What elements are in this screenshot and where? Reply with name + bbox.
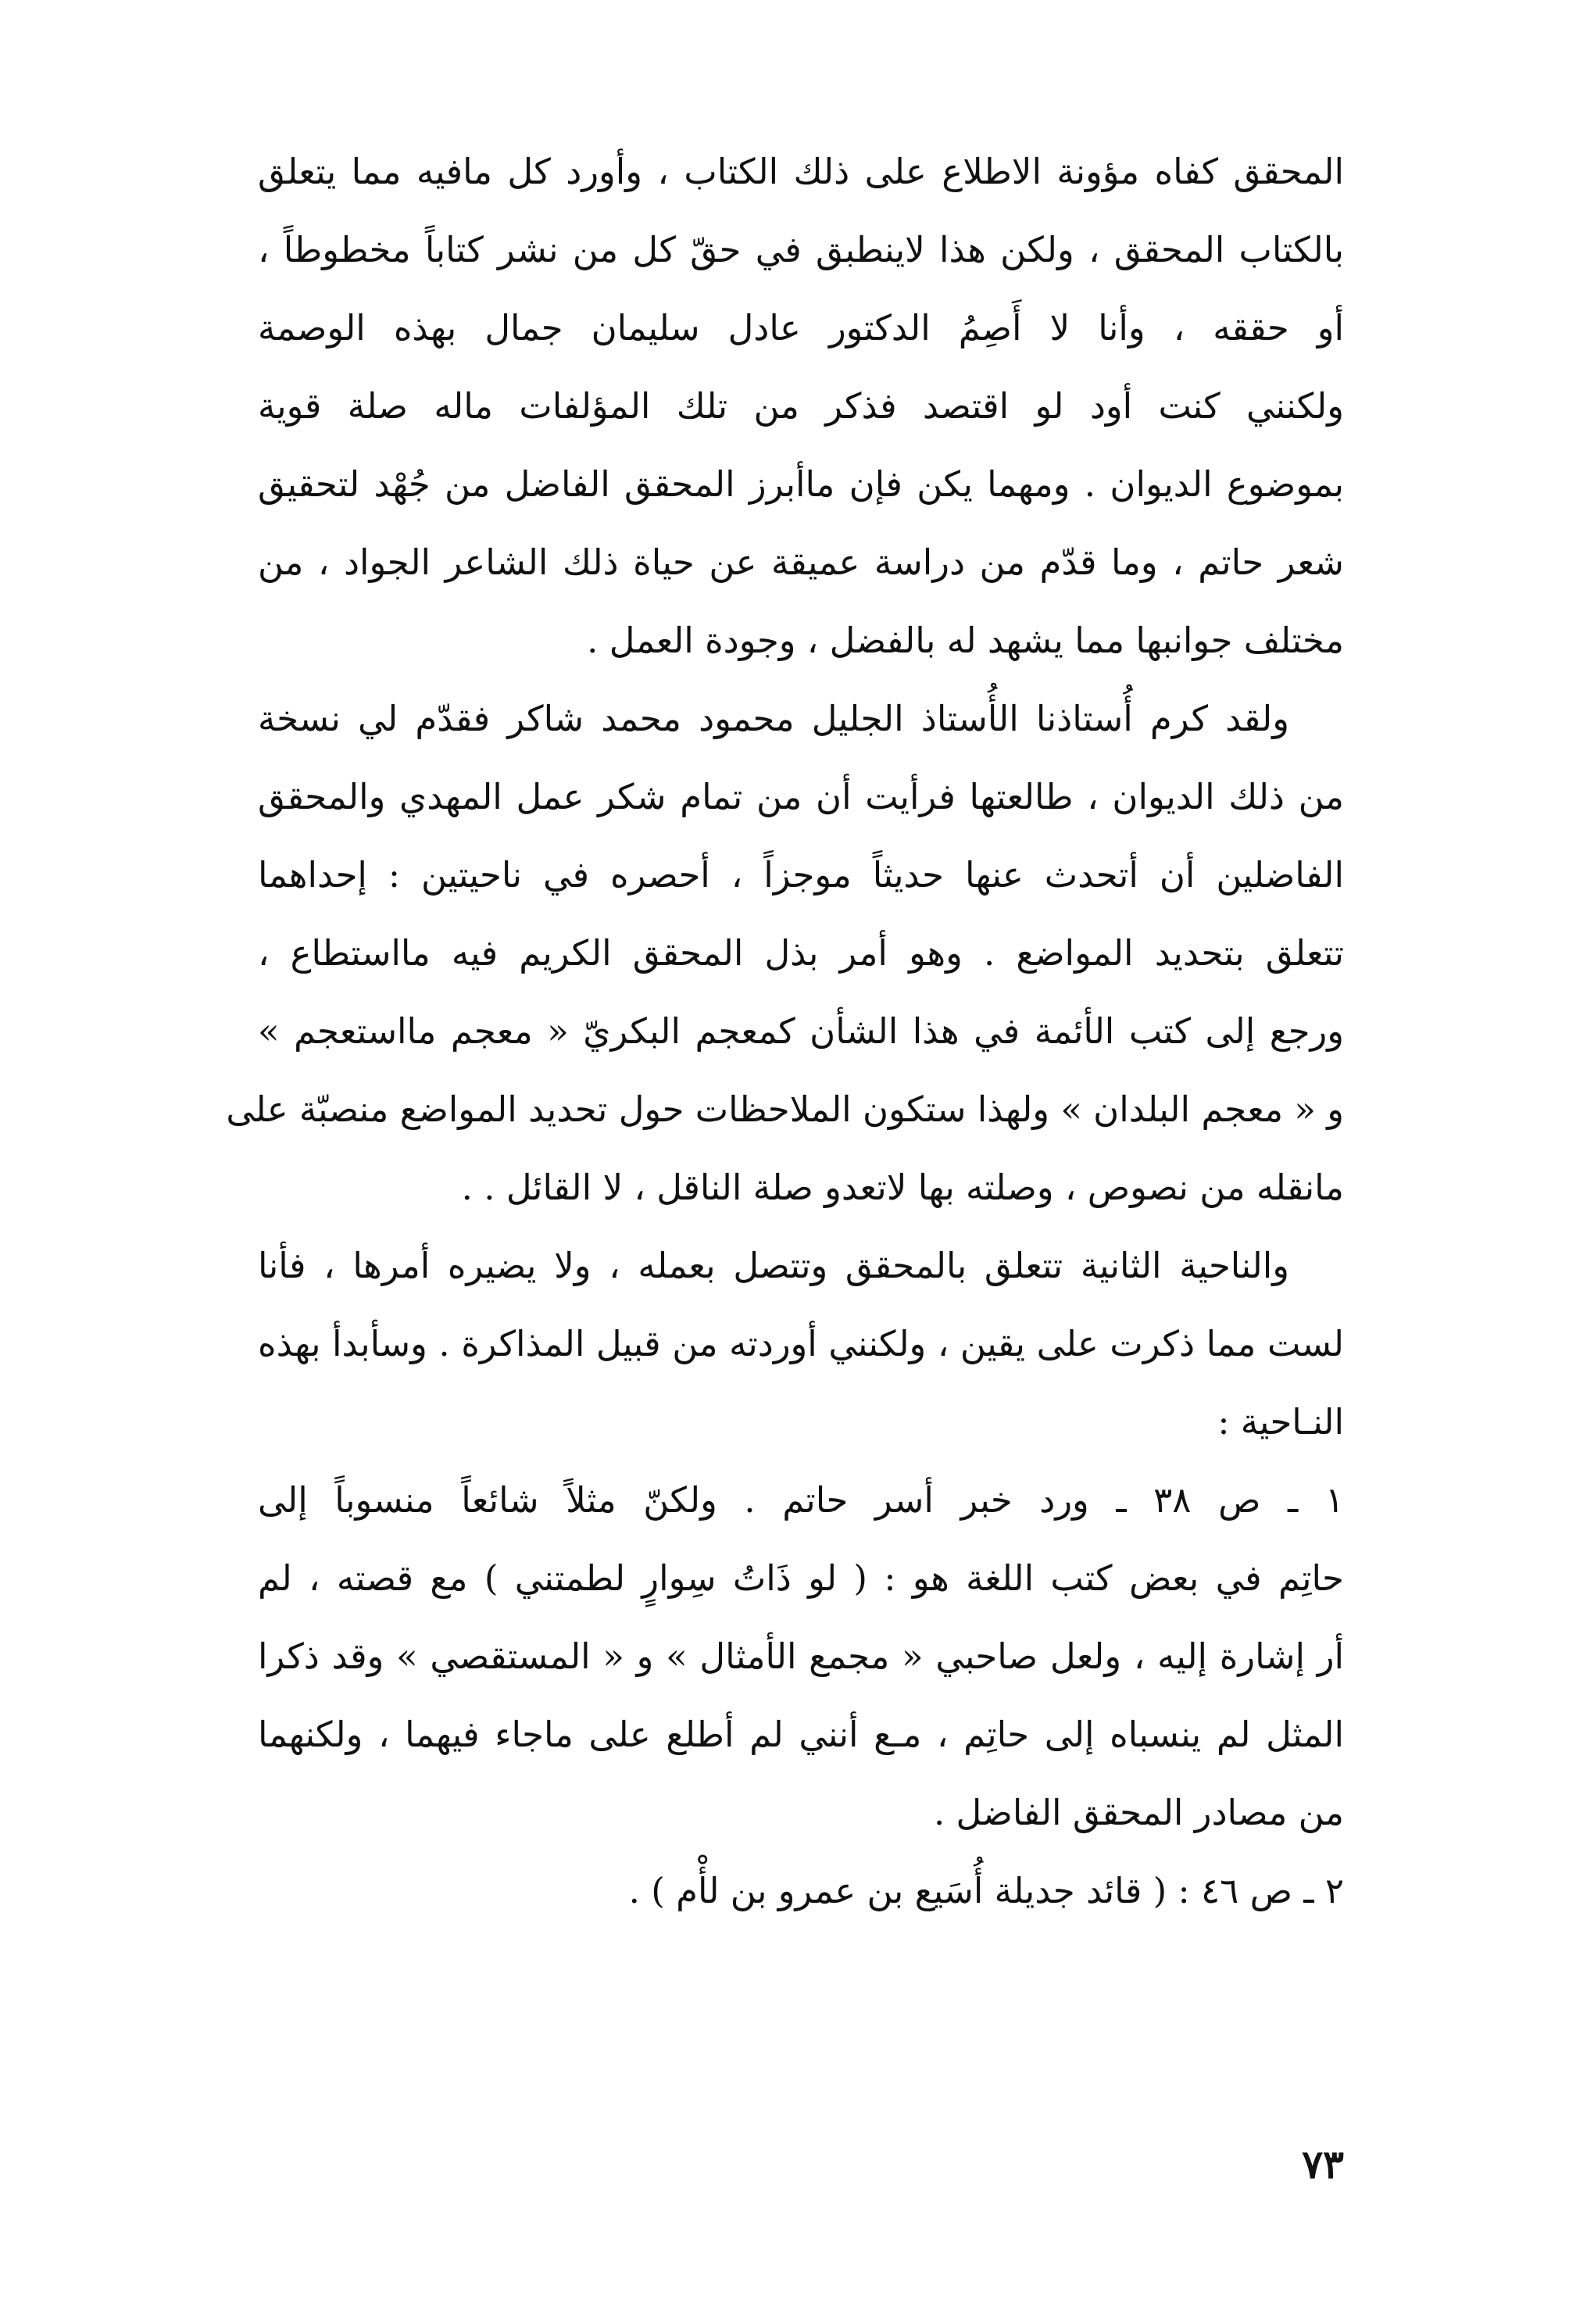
paragraph-1	[258, 133, 1344, 680]
text-line: حاتِم في بعض كتب اللغة هو : ( لو ذَاتُ سِوارٍ لطمتني ) مع قصته ، لم	[258, 1557, 1344, 1599]
text-line: ولقد كرم أُستاذنا الأُستاذ الجليل محمود محمد شاكر فقدّم لي نسخة	[258, 698, 1289, 739]
text-line: من مصادر المحقق الفاضل .	[933, 1792, 1344, 1833]
book-page	[226, 133, 1344, 2243]
text-line: و « معجم البلدان » ولهذا ستكون الملاحظات حول تحديد المواضع منصبّة على	[226, 1089, 1344, 1130]
note-item-2	[258, 1852, 1344, 1930]
text-line: أر إشارة إليه ، ولعل صاحبي « مجمع الأمثال » و « المستقصي » وقد ذكرا	[258, 1636, 1344, 1677]
text-line: بالكتاب المحقق ، ولكن هذا لاينطبق في حقّ كل من نشر كتاباً مخطوطاً ،	[258, 229, 1344, 270]
text-line: بموضوع الديوان . ومهما يكن فإن ماأبرز المحقق الفاضل من جُهْد لتحقيق	[258, 463, 1344, 505]
text-line: النـاحية :	[1217, 1401, 1344, 1443]
paragraph-2	[226, 680, 1344, 1227]
text-line: لست مما ذكرت على يقين ، ولكنني أوردته من قبيل المذاكرة . وسأبدأ بهذه	[258, 1323, 1344, 1364]
text-line: المثل لم ينسباه إلى حاتِم ، مـع أنني لم أطلع على ماجاء فيهما ، ولكنهما	[258, 1714, 1344, 1755]
text-line: ولكنني كنت أود لو اقتصد فذكر من تلك المؤلفات ماله صلة قوية	[258, 385, 1344, 427]
page-number: ٧٣	[1302, 2141, 1344, 2187]
text-line: والناحية الثانية تتعلق بالمحقق وتتصل بعمله ، ولا يضيره أمرها ، فأنا	[258, 1245, 1289, 1286]
text-line: أو حققه ، وأنا لا أَصِمُ الدكتور عادل سليمان جمال بهذه الوصمة	[258, 307, 1344, 349]
text-line: ورجع إلى كتب الأئمة في هذا الشأن كمعجم البكريّ « معجم مااستعجم »	[258, 1010, 1344, 1052]
text-line: مختلف جوانبها مما يشهد له بالفضل ، وجودة العمل .	[587, 620, 1344, 661]
text-line: مانقله من نصوص ، وصلته بها لاتعدو صلة الناقل ، لا القائل . .	[461, 1167, 1344, 1208]
text-line: المحقق كفاه مؤونة الاطلاع على ذلك الكتاب ، وأورد كل مافيه مما يتعلق	[258, 151, 1344, 192]
text-line: من ذلك الديوان ، طالعتها فرأيت أن من تمام شكر عمل المهدي والمحقق	[258, 776, 1344, 817]
text-line: الفاضلين أن أتحدث عنها حديثاً موجزاً ، أحصره في ناحيتين : إحداهما	[258, 854, 1344, 896]
text-line: شعر حاتم ، وما قدّم من دراسة عميقة عن حياة ذلك الشاعر الجواد ، من	[258, 542, 1344, 583]
text-line: تتعلق بتحديد المواضع . وهو أمر بذل المحقق الكريم فيه مااستطاع ،	[258, 932, 1344, 974]
text-line: ٢ ـ ص ٤٦ : ( قائد جديلة أُسَيع بن عمرو بن لأْم ) .	[628, 1870, 1344, 1911]
text-line: ١ ـ ص ٣٨ ـ ورد خبر أسر حاتم . ولكنّ مثلاً شائعاً منسوباً إلى	[258, 1479, 1344, 1521]
paragraph-3	[258, 1227, 1344, 1461]
note-item-1	[258, 1461, 1344, 1852]
